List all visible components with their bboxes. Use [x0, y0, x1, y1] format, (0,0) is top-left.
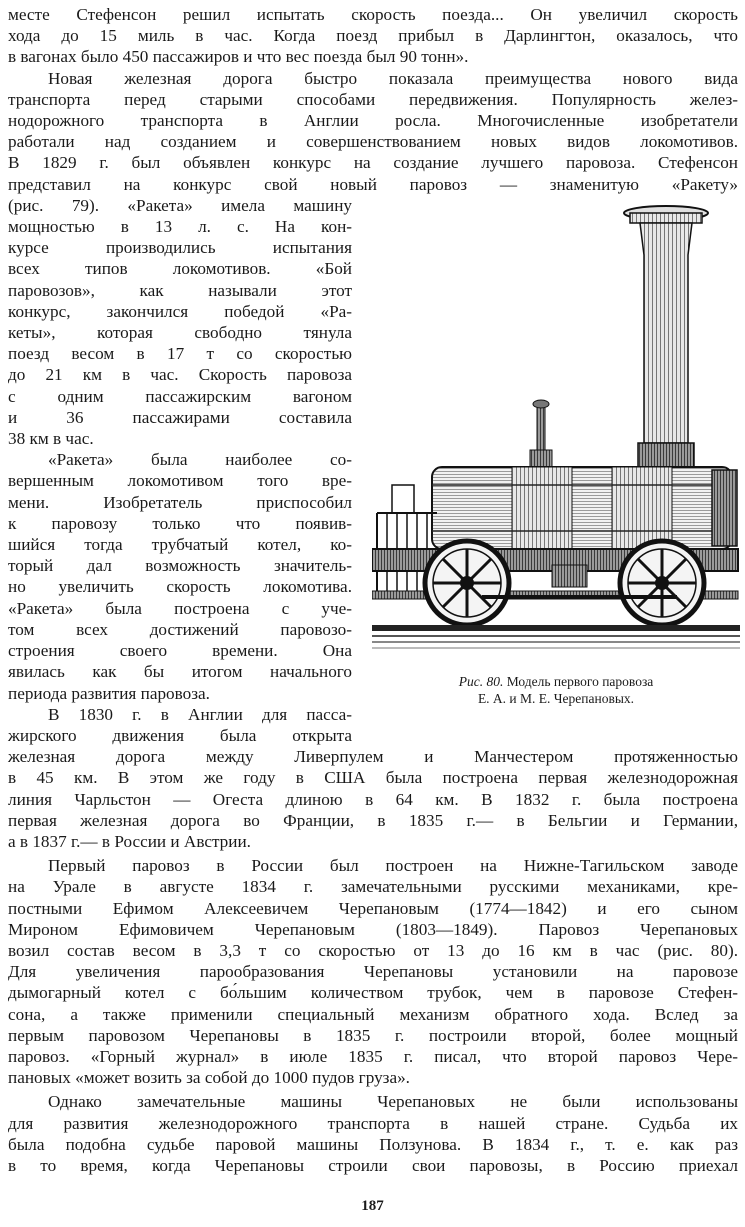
text-line: сона, а также применили специальный механизм обратного хода. Вслед за: [8, 1004, 738, 1024]
text-line: и 36 пассажирами составила: [8, 407, 352, 427]
text-line: была подобна судьбе паровой машины Ползунова. В 1834 г., т. е. как раз: [8, 1134, 738, 1154]
text-line: представил на конкурс свой новый паровоз — знаменитую «Ракету»: [8, 174, 738, 194]
paragraph-cherepanov: [8, 855, 738, 1088]
text-line: 38 км в час.: [8, 429, 94, 449]
text-line: (рис. 79). «Ракета» имела машину: [8, 195, 352, 215]
text-line: мощностью в 13 л. с. На кон-: [8, 217, 352, 237]
text-line: конкурс, закончился победой «Ра-: [8, 301, 352, 321]
paragraph-railways: [8, 746, 738, 852]
text-line: «Ракета» была построена с уче-: [8, 598, 352, 618]
text-line: том всех достижений паровозо-: [8, 619, 352, 639]
text-line: дымогарный котел с бо́льшим количеством трубок, чем в паровозе Стефен-: [8, 983, 738, 1003]
text-line: паровозов», как называли этот: [8, 280, 352, 300]
narrow-column: [8, 195, 352, 746]
text-line: пановых «может возить за собой до 1000 пудов груза».: [8, 1068, 410, 1088]
text-line: Однако замечательные машины Черепановых не были использованы: [48, 1092, 738, 1112]
text-line: возил состав весом в 3,3 т со скоростью от 13 до 16 км в час (рис. 80).: [8, 940, 738, 960]
steam-dome: [530, 400, 552, 470]
text-line: вершенным локомотивом того вре-: [8, 471, 352, 491]
text-line: кеты», которая свободно тянула: [8, 323, 352, 343]
page-number: 187: [361, 1198, 384, 1214]
text-line: но увеличить скорость локомотива.: [8, 577, 352, 597]
text-line: к паровозу только что появив-: [8, 513, 352, 533]
text-line: «Ракета» была наиболее со-: [48, 450, 352, 470]
paragraph-top: [8, 4, 738, 68]
text-line: для развития железнодорожного транспорта в нашей стране. Судьба их: [8, 1113, 738, 1133]
text-line: всех типов локомотивов. «Бой: [8, 259, 352, 279]
wheel-rear: [425, 541, 509, 625]
text-line: месте Стефенсон решил испытать скорость поезда... Он увеличил скорость: [8, 5, 738, 24]
text-line: с одним пассажирским вагоном: [8, 386, 352, 406]
text-line: В 1830 г. в Англии для пасса-: [48, 704, 352, 724]
text-line: железная дорога между Ливерпулем и Манчестером протяженностью: [8, 747, 738, 767]
book-page: [8, 4, 738, 1176]
chimney: [624, 206, 708, 473]
text-line: явилась как бы итогом начального: [8, 662, 352, 682]
text-line: поезд весом в 17 т со скоростью: [8, 344, 352, 364]
text-line: а в 1837 г.— в России и Австрии.: [8, 831, 251, 851]
wheel-front: [620, 541, 704, 625]
rails: [372, 625, 740, 649]
text-line: в то время, когда Черепановы строили свои паровозы, в Россию приехал: [8, 1155, 738, 1175]
text-line: первым паровозом Черепановы в 1835 г. построили второй, более мощный: [8, 1025, 738, 1045]
caption-text: Е. А. и М. Е. Черепановых.: [477, 690, 635, 706]
text-line: паровоз. «Горный журнал» в июле 1835 г. писал, что второй паровоз Чере-: [8, 1046, 738, 1066]
text-line: в 45 км. В этом же году в США была построена первая железнодорожная: [8, 768, 738, 788]
text-line: строения своего времени. Она: [8, 641, 352, 661]
text-line: линия Чарльстон — Огеста длиною в 64 км. В 1832 г. была построена: [8, 789, 738, 809]
caption-text: Модель первого паровоза: [503, 673, 654, 689]
figure-label: Рис. 80.: [458, 673, 504, 689]
text-line: Мироном Ефимовичем Черепановым (1803—1849). Паровоз Черепановых: [8, 919, 738, 939]
locomotive-illustration: [372, 195, 740, 671]
paragraph-conclusion: [8, 1091, 738, 1176]
text-line: Первый паровоз в России был построен на Нижне-Тагильском заводе: [48, 856, 738, 876]
text-line: до 21 км в час. Скорость паровоза: [8, 365, 352, 385]
text-with-figure: [8, 195, 738, 746]
text-line: Новая железная дорога быстро показала преимущества нового вида: [48, 68, 738, 88]
text-line: Для увеличения парообразования Черепановы установили на паровозе: [8, 962, 738, 982]
text-line: периода развития паровоза.: [8, 683, 210, 703]
text-line: курсе производились испытания: [8, 238, 352, 258]
paragraph-competition: [8, 68, 738, 195]
text-line: первая железная дорога во Франции, в 1835 г.— в Бельгии и Германии,: [8, 810, 738, 830]
text-line: торый дал возможность значитель-: [8, 556, 352, 576]
text-line: нодорожного транспорта в Англии росла. Многочисленные изобретатели: [8, 111, 738, 131]
text-line: в вагонах было 450 пассажиров и что вес поезда был 90 тонн».: [8, 47, 469, 67]
text-line: шийся тогда трубчатый котел, ко-: [8, 535, 352, 555]
text-line: В 1829 г. был объявлен конкурс на создание лучшего паровоза. Стефенсон: [8, 153, 738, 173]
text-line: работали над созданием и совершенствованием новых видов локомотивов.: [8, 132, 738, 152]
text-line: транспорта перед старыми способами передвижения. Популярность желез-: [8, 89, 738, 109]
boiler: [432, 467, 737, 549]
figure-caption: [372, 673, 740, 707]
figure-80: [372, 195, 740, 707]
text-line: на Урале в августе 1834 г. замечательными русскими механиками, кре-: [8, 877, 738, 897]
text-line: постными Ефимом Алексеевичем Черепановым (1774—1842) и его сыном: [8, 898, 738, 918]
text-line: хода до 15 миль в час. Когда поезд прибыл в Дарлингтон, оказалось, что: [8, 26, 738, 46]
text-line: мени. Изобретатель приспособил: [8, 492, 352, 512]
text-line: жирского движения была открыта: [8, 725, 352, 745]
